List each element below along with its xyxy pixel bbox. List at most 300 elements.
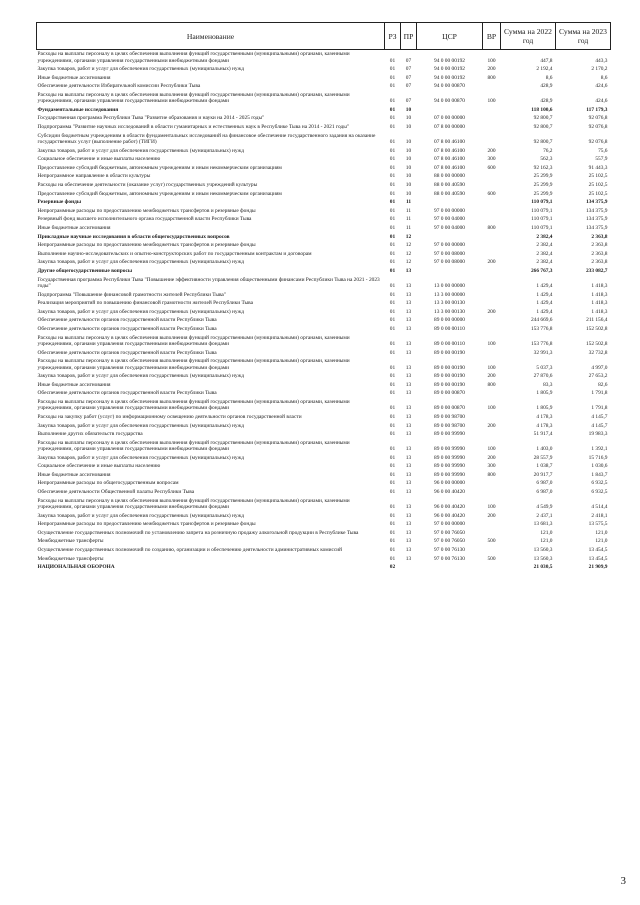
row-csr: 97 0 00 00000 <box>434 242 465 249</box>
row-name: Субсидии бюджетным учреждениям в области фундаментальных исследований на финансовое обеспечение государственного задания на оказание государственных услуг (выполнение работ) (ТИГИ) <box>37 132 376 146</box>
row-csr: 89 0 00 00190 <box>434 364 465 371</box>
row-sum-2022: 1 403,0 <box>536 446 553 453</box>
row-vr: 300 <box>487 463 496 470</box>
table-row <box>37 155 611 164</box>
table-row <box>37 529 611 538</box>
row-rz: 01 <box>389 216 396 223</box>
row-rz: 01 <box>389 390 396 397</box>
row-rz: 01 <box>389 431 396 438</box>
table-row <box>37 82 611 91</box>
row-pr: 13 <box>405 413 412 420</box>
table-row <box>37 488 611 497</box>
row-name: Государственная программа Республики Тыва "Развитие образования и науки на 2014 - 2025 годы" <box>37 115 265 122</box>
row-sum-2022: 32 991,3 <box>533 349 553 356</box>
table-row <box>37 258 611 267</box>
row-sum-2023: 152 502,8 <box>585 340 608 347</box>
row-pr: 10 <box>405 106 412 113</box>
header-pr: ПР <box>401 23 417 50</box>
table-row <box>37 348 611 357</box>
row-csr <box>417 106 483 115</box>
header-sum-2022: Сумма на 2022 год <box>501 23 556 50</box>
row-sum-2023: 32 732,8 <box>588 349 608 356</box>
row-sum-2023: 1 030,6 <box>591 463 608 470</box>
row-name: Межбюджетные трансферты <box>37 538 104 545</box>
table-row <box>37 241 611 250</box>
row-sum-2023: 2 363,8 <box>591 259 608 266</box>
row-name: Расходы на выплаты персоналу в целях обеспечения выполнения функций государственными (муниципальными) органами, казенными учреждениями, органами управления государственными внебюджетными фондами <box>37 439 350 453</box>
row-pr: 13 <box>405 463 412 470</box>
row-pr: 13 <box>405 317 412 324</box>
row-name: Обеспечение деятельности органов государственной власти Республики Тыва <box>37 390 217 397</box>
row-vr: 200 <box>487 454 496 461</box>
row-sum-2023: 557,9 <box>595 156 608 163</box>
row-name: Другие общегосударственные вопросы <box>37 267 133 274</box>
row-rz: 01 <box>389 259 396 266</box>
row-sum-2023: 19 983,3 <box>588 431 608 438</box>
row-name: Обеспечение деятельности органов государственной власти Республики Тыва <box>37 349 217 356</box>
row-rz: 01 <box>389 512 396 519</box>
row-pr: 07 <box>405 98 412 105</box>
row-sum-2022: 92 800,7 <box>533 124 553 131</box>
row-vr <box>483 106 501 115</box>
row-sum-2023: 134 375,9 <box>585 216 608 223</box>
table-row <box>37 325 611 334</box>
row-name: Непрограммное направление в области культуры <box>37 173 151 180</box>
row-sum-2022: 562,3 <box>540 156 553 163</box>
row-rz: 01 <box>389 57 396 64</box>
row-name: Обеспечение деятельности Общественной палаты Республики Тыва <box>37 489 195 496</box>
row-sum-2023: 25 102,5 <box>588 182 608 189</box>
row-sum-2022: 25 299,9 <box>533 190 553 197</box>
row-rz: 01 <box>389 300 396 307</box>
row-sum-2022: 21 030,5 <box>533 564 553 571</box>
row-sum-2022: 153 776,8 <box>530 325 553 332</box>
table-row <box>37 413 611 422</box>
row-sum-2023: 121,0 <box>595 538 608 545</box>
table-row <box>37 389 611 398</box>
row-rz: 01 <box>389 190 396 197</box>
row-sum-2023: 1 392,1 <box>591 446 608 453</box>
row-csr: 94 0 00 00870 <box>434 98 465 105</box>
row-sum-2023: 117 179,3 <box>586 106 608 113</box>
row-vr: 100 <box>487 364 496 371</box>
row-pr: 10 <box>405 190 412 197</box>
row-pr: 07 <box>405 57 412 64</box>
table-row <box>37 479 611 488</box>
row-sum-2022: 2 437,1 <box>536 512 553 519</box>
row-csr <box>417 563 483 572</box>
row-name: Предоставление субсидий бюджетным, автономным учреждениям и иным некоммерческим организациям <box>37 164 282 171</box>
row-sum-2023: 82,6 <box>598 381 608 388</box>
row-name: Обеспечение деятельности Избирательной комиссии Республики Тыва <box>37 83 201 90</box>
table-row <box>37 224 611 233</box>
table-row <box>37 512 611 521</box>
row-vr <box>483 290 501 299</box>
row-sum-2023: 2 418,1 <box>591 512 608 519</box>
row-vr <box>483 520 501 529</box>
row-name: Расходы на выплаты персоналу в целях обеспечения выполнения функций государственными (муниципальными) органами, казенными учреждениями, органами управления государственными внебюджетными фондами <box>37 358 350 371</box>
row-sum-2022: 25 299,9 <box>533 173 553 180</box>
table-row <box>37 462 611 471</box>
row-csr: 96 0 00 00000 <box>434 480 465 487</box>
row-rz: 01 <box>389 74 396 81</box>
row-sum-2022: 428,9 <box>540 83 553 90</box>
row-vr: 500 <box>487 538 496 545</box>
row-rz: 01 <box>389 529 396 536</box>
row-pr: 10 <box>405 164 412 171</box>
row-vr <box>483 215 501 224</box>
row-pr: 13 <box>405 431 412 438</box>
table-row <box>37 454 611 463</box>
row-sum-2023: 6 932,5 <box>591 480 608 487</box>
table-row <box>37 555 611 564</box>
row-csr: 97 0 00 04000 <box>434 225 465 231</box>
row-rz: 01 <box>389 446 396 453</box>
row-name: Закупка товаров, работ и услуг для обеспечения государственных (муниципальных) нужд <box>37 66 245 73</box>
row-sum-2023: 1 418,3 <box>591 291 608 298</box>
row-sum-2022: 13 560,3 <box>533 555 553 562</box>
row-sum-2023: 2 170,2 <box>591 66 608 73</box>
row-vr <box>483 241 501 250</box>
row-vr <box>483 316 501 325</box>
row-sum-2023: 1 418,3 <box>591 308 608 315</box>
row-csr: 07 8 00 46100 <box>434 139 465 146</box>
row-pr: 13 <box>405 364 412 371</box>
row-rz: 01 <box>389 233 396 240</box>
row-csr: 89 0 00 00870 <box>434 390 465 397</box>
row-rz: 01 <box>389 250 396 257</box>
row-sum-2022: 1 429,4 <box>536 291 553 298</box>
row-sum-2023: 2 363,8 <box>591 242 608 249</box>
row-vr <box>483 250 501 259</box>
row-sum-2023: 92 076,8 <box>588 115 608 122</box>
row-rz: 01 <box>389 489 396 496</box>
row-pr: 13 <box>405 529 412 536</box>
row-csr: 97 0 00 00000 <box>434 207 465 214</box>
row-vr <box>483 430 501 439</box>
row-pr: 11 <box>405 225 412 231</box>
row-name: Государственная программа Республики Тыва "Повышение эффективности управления общественными финансами Республики Тыва на 2021 - 2023 годы" <box>37 276 380 289</box>
row-sum-2023: 15 716,9 <box>588 454 608 461</box>
row-sum-2022: 28 557,9 <box>533 454 553 461</box>
row-name: Расходы на закупку работ (услуг) по информационному освещению деятельности органов государственной власти <box>37 413 302 420</box>
row-pr: 12 <box>405 242 412 249</box>
row-csr: 89 0 00 00870 <box>434 405 465 412</box>
row-sum-2022: 92 800,7 <box>533 139 553 146</box>
table-row <box>37 316 611 325</box>
row-csr: 97 0 00 08000 <box>434 250 465 257</box>
row-pr: 10 <box>405 182 412 189</box>
table-row <box>37 132 611 147</box>
row-vr <box>483 114 501 123</box>
row-name: Подпрограмма "Повышение финансовой грамотности жителей Республики Тыва" <box>37 291 227 298</box>
row-rz: 01 <box>389 164 396 171</box>
row-pr: 13 <box>405 340 412 347</box>
table-row <box>37 106 611 115</box>
row-pr: 10 <box>405 173 412 180</box>
row-rz: 01 <box>389 349 396 356</box>
row-sum-2022: 1 805,9 <box>536 390 553 397</box>
row-name: Резервные фонды <box>37 199 82 206</box>
row-sum-2022: 4 178,3 <box>536 422 553 429</box>
row-pr: 13 <box>405 538 412 545</box>
row-sum-2022: 27 870,6 <box>533 373 553 380</box>
row-csr: 88 0 00 40590 <box>434 182 465 189</box>
row-pr: 13 <box>405 471 412 478</box>
row-rz: 01 <box>389 98 396 105</box>
row-csr <box>417 233 483 242</box>
row-rz: 01 <box>389 471 396 478</box>
row-pr: 13 <box>405 390 412 397</box>
row-name: Расходы на выплаты персоналу в целях обеспечения выполнения функций государственными (муниципальными) органами, казенными учреждениями, органами управления государственными внебюджетными фондами <box>37 91 350 105</box>
row-pr: 10 <box>405 156 412 163</box>
header-csr: ЦСР <box>417 23 483 50</box>
row-sum-2022: 92 800,7 <box>533 115 553 122</box>
row-sum-2022: 51 917,4 <box>533 431 553 438</box>
row-csr: 13 3 00 00130 <box>434 308 465 315</box>
row-sum-2023: 92 076,8 <box>588 139 608 146</box>
table-row <box>37 198 611 207</box>
row-rz: 01 <box>389 207 396 214</box>
row-sum-2023: 152 502,8 <box>585 325 608 332</box>
row-pr: 10 <box>405 124 412 131</box>
row-vr <box>483 275 501 290</box>
row-name: Осуществление государственных полномочий по установлению запрета на розничную продажу алкогольной продукции в Республике Тыва <box>37 529 359 536</box>
row-rz: 01 <box>389 405 396 412</box>
row-vr: 600 <box>487 190 496 197</box>
row-vr <box>483 82 501 91</box>
row-sum-2023: 92 076,8 <box>588 124 608 131</box>
table-row <box>37 421 611 430</box>
row-rz: 01 <box>389 381 396 388</box>
table-row <box>37 430 611 439</box>
row-sum-2022: 13 681,3 <box>533 521 553 528</box>
row-name: Социальное обеспечение и иные выплаты населению <box>37 156 161 163</box>
row-name: Межбюджетные трансферты <box>37 555 104 562</box>
row-csr: 97 0 00 76050 <box>434 529 465 536</box>
row-csr: 89 0 00 99990 <box>434 431 465 438</box>
header-sum-2023: Сумма на 2023 год <box>556 23 611 50</box>
row-csr: 89 0 00 00110 <box>434 340 465 347</box>
row-sum-2023: 13 575,5 <box>588 521 608 528</box>
budget-table <box>36 22 611 572</box>
row-sum-2023: 121,0 <box>595 529 608 536</box>
row-rz: 01 <box>389 139 396 146</box>
row-rz: 01 <box>389 282 396 289</box>
row-csr: 89 0 00 00000 <box>434 317 465 324</box>
row-sum-2023: 211 156,4 <box>586 317 608 324</box>
row-sum-2023: 4 997,0 <box>591 364 608 371</box>
table-row <box>37 398 611 413</box>
row-sum-2023: 13 454,5 <box>588 555 608 562</box>
row-csr: 89 0 00 98700 <box>434 413 465 420</box>
row-name: Непрограммные расходы по предоставлению межбюджетных трансфертов и резервные фонды <box>37 242 256 249</box>
row-sum-2022: 4 549,9 <box>536 504 553 511</box>
row-csr: 97 0 00 76050 <box>434 538 465 545</box>
row-sum-2022: 4 178,3 <box>536 413 553 420</box>
table-row <box>37 207 611 216</box>
row-rz: 01 <box>389 147 396 154</box>
row-name: Обеспечение деятельности органов государственной власти Республики Тыва <box>37 317 217 324</box>
table-row <box>37 181 611 190</box>
row-pr: 13 <box>405 381 412 388</box>
row-rz: 01 <box>389 115 396 122</box>
row-rz: 01 <box>389 83 396 90</box>
row-pr: 13 <box>405 422 412 429</box>
table-header-row <box>37 23 611 50</box>
row-sum-2023: 4 145,7 <box>591 413 608 420</box>
row-sum-2023: 134 375,9 <box>585 207 608 214</box>
row-sum-2023: 1 418,3 <box>591 300 608 307</box>
row-sum-2023: 1 843,7 <box>591 471 608 478</box>
table-row <box>37 381 611 390</box>
row-sum-2022: 121,0 <box>540 529 553 536</box>
row-csr: 94 0 00 00192 <box>434 57 465 64</box>
row-csr: 07 0 00 00000 <box>434 115 465 122</box>
row-vr: 800 <box>487 74 496 81</box>
row-sum-2022: 428,9 <box>540 98 553 105</box>
row-vr <box>483 181 501 190</box>
row-vr: 100 <box>487 340 496 347</box>
table-row <box>37 537 611 546</box>
row-rz: 01 <box>389 463 396 470</box>
row-pr: 07 <box>405 66 412 73</box>
row-rz: 01 <box>389 225 396 231</box>
row-name: Расходы на выплаты персоналу в целях обеспечения выполнения функций государственными (муниципальными) органами, казенными учреждениями, органами управления государственными внебюджетными фондами <box>37 497 350 511</box>
row-rz: 01 <box>389 555 396 562</box>
row-vr <box>483 198 501 207</box>
row-csr: 94 0 00 00192 <box>434 66 465 73</box>
row-pr: 13 <box>405 489 412 496</box>
row-name: Расходы на обеспечение деятельности (оказание услуг) государственных учреждений культуры <box>37 182 258 189</box>
table-row <box>37 172 611 181</box>
row-name: Выполнение научно-исследовательских и опытно-конструкторских работ по государственным контрактам и договорам <box>37 250 312 257</box>
header-vr: ВР <box>483 23 501 50</box>
row-rz: 01 <box>389 291 396 298</box>
row-vr <box>483 563 501 572</box>
row-sum-2023: 2 363,8 <box>591 233 608 240</box>
row-vr: 600 <box>487 164 496 171</box>
row-csr: 89 0 00 99990 <box>434 454 465 461</box>
row-csr: 89 0 00 00190 <box>434 373 465 380</box>
row-name: Выполнение других обязательств государства <box>37 431 143 438</box>
row-sum-2022: 1 805,9 <box>536 405 553 412</box>
row-pr: 10 <box>405 139 412 146</box>
row-pr: 13 <box>405 308 412 315</box>
table-row <box>37 357 611 372</box>
row-pr: 13 <box>405 555 412 562</box>
row-csr: 97 0 00 76130 <box>434 547 465 554</box>
row-rz: 01 <box>389 364 396 371</box>
table-row <box>37 65 611 74</box>
row-name: Подпрограмма "Развитие научных исследований в области гуманитарных и естественных наук в Республике Тыва на 2014 - 2021 годы" <box>37 124 350 131</box>
row-pr: 13 <box>405 291 412 298</box>
table-row <box>37 123 611 132</box>
row-rz: 01 <box>389 66 396 73</box>
row-csr: 88 0 00 00000 <box>434 173 465 180</box>
row-name: Расходы на выплаты персоналу в целях обеспечения выполнения функций государственными (муниципальными) органами, казенными учреждениями, органами управления государственными внебюджетными фондами <box>37 334 350 347</box>
row-vr <box>483 299 501 308</box>
row-pr: 13 <box>405 405 412 412</box>
row-name: Резервный фонд высшего исполнительного органа государственной власти Республики Тыва <box>37 216 252 223</box>
row-sum-2022: 5 037,3 <box>536 364 553 371</box>
row-vr <box>483 267 501 276</box>
row-sum-2022: 1 429,4 <box>536 300 553 307</box>
row-sum-2023: 27 653,2 <box>588 373 608 380</box>
row-csr: 89 0 00 00190 <box>434 349 465 356</box>
row-sum-2022: 6 987,0 <box>536 480 553 487</box>
row-csr: 89 0 00 00110 <box>434 325 465 332</box>
row-pr: 13 <box>405 454 412 461</box>
row-csr: 07 8 00 46100 <box>434 156 465 163</box>
row-sum-2023: 25 102,5 <box>588 173 608 180</box>
row-rz: 01 <box>389 173 396 180</box>
row-name: Закупка товаров, работ и услуг для обеспечения государственных (муниципальных) нужд <box>37 147 245 154</box>
row-pr: 13 <box>405 446 412 453</box>
row-sum-2023: 424,6 <box>595 83 608 90</box>
row-name: Предоставление субсидий бюджетным, автономным учреждениям и иным некоммерческим организациям <box>37 190 282 197</box>
row-csr: 97 0 00 08000 <box>434 259 465 266</box>
row-name: Социальное обеспечение и иные выплаты населению <box>37 463 161 470</box>
row-csr: 07 8 00 46100 <box>434 147 465 154</box>
row-sum-2022: 1 038,7 <box>536 463 553 470</box>
row-name: Иные бюджетные ассигнования <box>37 471 111 478</box>
row-pr: 13 <box>405 349 412 356</box>
row-csr <box>417 267 483 276</box>
table-row <box>37 290 611 299</box>
row-rz: 01 <box>389 547 396 554</box>
row-sum-2022: 244 669,6 <box>530 317 553 324</box>
row-rz: 01 <box>389 267 396 274</box>
table-row <box>37 147 611 156</box>
row-sum-2023: 2 363,8 <box>591 250 608 257</box>
table-row <box>37 497 611 512</box>
table-row <box>37 215 611 224</box>
row-name: Осуществление государственных полномочий по созданию, организации и обеспечению деятельности административных комиссий <box>37 547 343 554</box>
row-vr: 200 <box>487 66 496 73</box>
row-pr: 11 <box>405 216 412 223</box>
row-csr: 89 0 00 99990 <box>434 471 465 478</box>
row-pr: 13 <box>405 325 412 332</box>
row-vr: 200 <box>487 147 496 154</box>
row-sum-2022: 13 560,3 <box>533 547 553 554</box>
table-row <box>37 250 611 259</box>
row-sum-2022: 2 382,4 <box>536 242 553 249</box>
row-name: Закупка товаров, работ и услуг для обеспечения государственных (муниципальных) нужд <box>37 422 245 429</box>
row-sum-2022: 76,2 <box>543 147 553 154</box>
row-pr: 13 <box>405 267 412 274</box>
row-pr: 07 <box>405 74 412 81</box>
row-pr: 12 <box>405 250 412 257</box>
row-vr: 200 <box>487 259 496 266</box>
row-vr <box>483 479 501 488</box>
row-pr: 10 <box>405 147 412 154</box>
row-sum-2023: 424,6 <box>595 98 608 105</box>
row-name: Закупка товаров, работ и услуг для обеспечения государственных (муниципальных) нужд <box>37 308 245 315</box>
row-name: Иные бюджетные ассигнования <box>37 74 111 81</box>
row-sum-2022: 2 192,4 <box>536 66 553 73</box>
row-rz: 01 <box>389 156 396 163</box>
row-csr: 07 8 00 00000 <box>434 124 465 131</box>
header-rz: РЗ <box>385 23 401 50</box>
row-vr <box>483 529 501 538</box>
row-pr: 13 <box>405 300 412 307</box>
row-csr: 94 0 00 00870 <box>434 83 465 90</box>
row-sum-2023: 1 791,8 <box>591 405 608 412</box>
row-rz: 01 <box>389 538 396 545</box>
row-pr: 07 <box>405 83 412 90</box>
row-csr: 88 0 00 40590 <box>434 190 465 197</box>
